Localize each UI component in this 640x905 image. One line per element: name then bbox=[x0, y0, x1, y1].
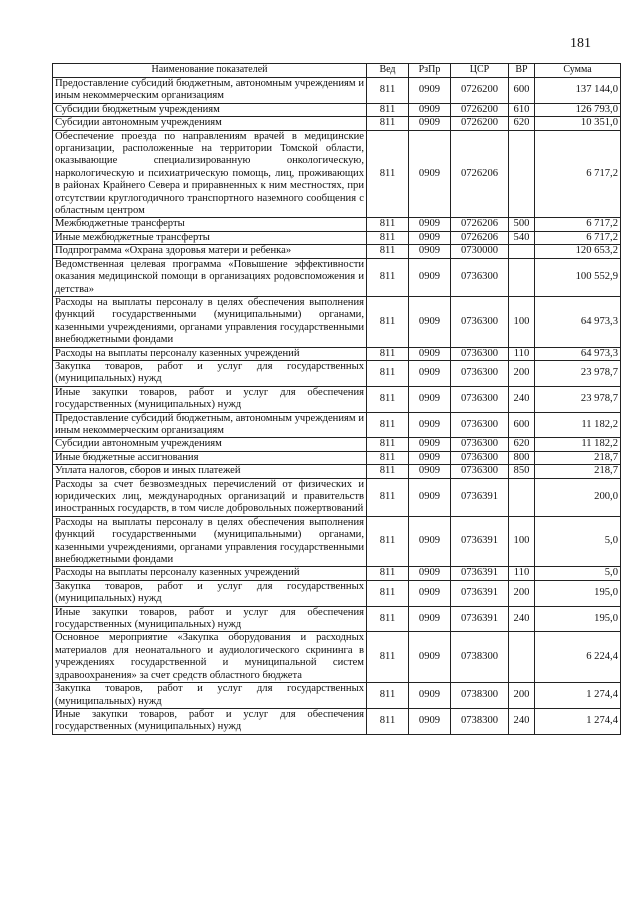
row-csr: 0736300 bbox=[451, 412, 509, 438]
table-row bbox=[53, 296, 621, 347]
row-sum: 11 182,2 bbox=[535, 438, 621, 451]
table-row bbox=[53, 231, 621, 244]
row-sum: 23 978,7 bbox=[535, 360, 621, 386]
row-vr: 620 bbox=[509, 438, 535, 451]
row-ved: 811 bbox=[367, 296, 409, 347]
table-row bbox=[53, 258, 621, 296]
table-row bbox=[53, 347, 621, 360]
row-rzpr: 0909 bbox=[409, 580, 451, 606]
row-rzpr: 0909 bbox=[409, 708, 451, 734]
row-csr: 0736391 bbox=[451, 580, 509, 606]
header-csr: ЦСР bbox=[451, 64, 509, 78]
row-vr bbox=[509, 258, 535, 296]
row-sum: 6 717,2 bbox=[535, 231, 621, 244]
page-number: 181 bbox=[570, 36, 591, 51]
row-name: Основное мероприятие «Закупка оборудования и расходных материалов для неонатального и аудиологического скрининга в учреждениях государственной и муниципальной систем здравоохранения» за счет средств областного бюджета bbox=[53, 632, 367, 683]
row-vr: 200 bbox=[509, 580, 535, 606]
row-sum: 6 717,2 bbox=[535, 130, 621, 218]
table-row bbox=[53, 451, 621, 464]
row-vr bbox=[509, 245, 535, 258]
row-name: Закупка товаров, работ и услуг для государственных (муниципальных) нужд bbox=[53, 360, 367, 386]
row-ved: 811 bbox=[367, 103, 409, 116]
row-csr: 0726200 bbox=[451, 103, 509, 116]
row-sum: 1 274,4 bbox=[535, 683, 621, 709]
row-name: Предоставление субсидий бюджетным, автономным учреждениям и иным некоммерческим организациям bbox=[53, 78, 367, 104]
row-vr: 500 bbox=[509, 218, 535, 231]
row-sum: 200,0 bbox=[535, 478, 621, 516]
row-ved: 811 bbox=[367, 245, 409, 258]
row-ved: 811 bbox=[367, 117, 409, 130]
row-ved: 811 bbox=[367, 606, 409, 632]
row-name: Иные бюджетные ассигнования bbox=[53, 451, 367, 464]
row-csr: 0736391 bbox=[451, 516, 509, 567]
header-rzpr: РзПр bbox=[409, 64, 451, 78]
row-ved: 811 bbox=[367, 632, 409, 683]
row-rzpr: 0909 bbox=[409, 103, 451, 116]
row-vr: 240 bbox=[509, 386, 535, 412]
row-rzpr: 0909 bbox=[409, 386, 451, 412]
row-vr bbox=[509, 478, 535, 516]
row-vr: 800 bbox=[509, 451, 535, 464]
row-ved: 811 bbox=[367, 478, 409, 516]
row-csr: 0736300 bbox=[451, 465, 509, 478]
row-rzpr: 0909 bbox=[409, 516, 451, 567]
row-csr: 0726206 bbox=[451, 218, 509, 231]
header-sum: Сумма bbox=[535, 64, 621, 78]
row-rzpr: 0909 bbox=[409, 258, 451, 296]
row-name: Расходы на выплаты персоналу в целях обеспечения выполнения функций государственными (муниципальными) органами, казенными учреждениями, органами управления государственными внебюджетными фондами bbox=[53, 516, 367, 567]
row-csr: 0736300 bbox=[451, 258, 509, 296]
row-csr: 0738300 bbox=[451, 683, 509, 709]
row-csr: 0726200 bbox=[451, 78, 509, 104]
row-sum: 137 144,0 bbox=[535, 78, 621, 104]
row-sum: 5,0 bbox=[535, 516, 621, 567]
row-csr: 0736300 bbox=[451, 386, 509, 412]
row-csr: 0736300 bbox=[451, 296, 509, 347]
table-row bbox=[53, 606, 621, 632]
row-name: Обеспечение проезда по направлениям врачей в медицинские организации, расположенные на территории Томской области, оказывающие специализированную онкологическую, наркологическую и психиатрическую помощь, лиц, проживающих в районах Крайнего Севера и приравненных к ним местностях, при отсутствии круглогодичного транспортного наземного сообщения с областным центром bbox=[53, 130, 367, 218]
row-ved: 811 bbox=[367, 567, 409, 580]
row-name: Иные закупки товаров, работ и услуг для обеспечения государственных (муниципальных) нужд bbox=[53, 386, 367, 412]
row-rzpr: 0909 bbox=[409, 412, 451, 438]
row-rzpr: 0909 bbox=[409, 117, 451, 130]
row-sum: 1 274,4 bbox=[535, 708, 621, 734]
row-ved: 811 bbox=[367, 130, 409, 218]
row-ved: 811 bbox=[367, 412, 409, 438]
row-sum: 64 973,3 bbox=[535, 347, 621, 360]
table-row bbox=[53, 516, 621, 567]
row-rzpr: 0909 bbox=[409, 465, 451, 478]
row-vr bbox=[509, 632, 535, 683]
row-csr: 0738300 bbox=[451, 708, 509, 734]
row-rzpr: 0909 bbox=[409, 606, 451, 632]
row-vr: 600 bbox=[509, 412, 535, 438]
row-name: Расходы на выплаты персоналу казенных учреждений bbox=[53, 347, 367, 360]
row-name: Расходы за счет безвозмездных перечислений от физических и юридических лиц, международных организаций и правительств иностранных государств, в том числе добровольных пожертвований bbox=[53, 478, 367, 516]
row-ved: 811 bbox=[367, 465, 409, 478]
table-row bbox=[53, 78, 621, 104]
row-sum: 11 182,2 bbox=[535, 412, 621, 438]
row-csr: 0736300 bbox=[451, 347, 509, 360]
row-ved: 811 bbox=[367, 218, 409, 231]
row-vr: 610 bbox=[509, 103, 535, 116]
row-name: Иные межбюджетные трансферты bbox=[53, 231, 367, 244]
row-sum: 126 793,0 bbox=[535, 103, 621, 116]
row-sum: 195,0 bbox=[535, 580, 621, 606]
row-csr: 0726206 bbox=[451, 130, 509, 218]
table-row bbox=[53, 683, 621, 709]
row-rzpr: 0909 bbox=[409, 78, 451, 104]
row-vr: 620 bbox=[509, 117, 535, 130]
row-rzpr: 0909 bbox=[409, 360, 451, 386]
table-row bbox=[53, 567, 621, 580]
row-rzpr: 0909 bbox=[409, 347, 451, 360]
row-sum: 64 973,3 bbox=[535, 296, 621, 347]
row-sum: 6 717,2 bbox=[535, 218, 621, 231]
table-row bbox=[53, 465, 621, 478]
row-ved: 811 bbox=[367, 360, 409, 386]
table-row bbox=[53, 708, 621, 734]
row-ved: 811 bbox=[367, 231, 409, 244]
table-row bbox=[53, 386, 621, 412]
row-ved: 811 bbox=[367, 580, 409, 606]
row-sum: 23 978,7 bbox=[535, 386, 621, 412]
row-rzpr: 0909 bbox=[409, 296, 451, 347]
row-ved: 811 bbox=[367, 347, 409, 360]
row-rzpr: 0909 bbox=[409, 438, 451, 451]
row-sum: 100 552,9 bbox=[535, 258, 621, 296]
row-csr: 0726206 bbox=[451, 231, 509, 244]
row-vr: 200 bbox=[509, 360, 535, 386]
row-ved: 811 bbox=[367, 708, 409, 734]
row-rzpr: 0909 bbox=[409, 130, 451, 218]
table-header-row bbox=[53, 64, 621, 78]
row-sum: 195,0 bbox=[535, 606, 621, 632]
row-name: Предоставление субсидий бюджетным, автономным учреждениям и иным некоммерческим организациям bbox=[53, 412, 367, 438]
table-row bbox=[53, 117, 621, 130]
row-vr: 100 bbox=[509, 296, 535, 347]
row-rzpr: 0909 bbox=[409, 245, 451, 258]
row-rzpr: 0909 bbox=[409, 231, 451, 244]
row-vr: 240 bbox=[509, 708, 535, 734]
table-row bbox=[53, 103, 621, 116]
row-csr: 0736391 bbox=[451, 606, 509, 632]
row-rzpr: 0909 bbox=[409, 451, 451, 464]
table-row bbox=[53, 130, 621, 218]
row-name: Иные закупки товаров, работ и услуг для обеспечения государственных (муниципальных) нужд bbox=[53, 708, 367, 734]
table-row bbox=[53, 218, 621, 231]
row-rzpr: 0909 bbox=[409, 478, 451, 516]
row-sum: 120 653,2 bbox=[535, 245, 621, 258]
row-sum: 5,0 bbox=[535, 567, 621, 580]
row-vr: 110 bbox=[509, 567, 535, 580]
row-vr: 600 bbox=[509, 78, 535, 104]
row-rzpr: 0909 bbox=[409, 567, 451, 580]
header-vr: ВР bbox=[509, 64, 535, 78]
row-rzpr: 0909 bbox=[409, 218, 451, 231]
row-ved: 811 bbox=[367, 451, 409, 464]
row-name: Субсидии автономным учреждениям bbox=[53, 117, 367, 130]
row-vr: 850 bbox=[509, 465, 535, 478]
row-csr: 0736300 bbox=[451, 438, 509, 451]
header-ved: Вед bbox=[367, 64, 409, 78]
row-csr: 0736391 bbox=[451, 478, 509, 516]
row-name: Субсидии бюджетным учреждениям bbox=[53, 103, 367, 116]
row-csr: 0726200 bbox=[451, 117, 509, 130]
row-vr: 540 bbox=[509, 231, 535, 244]
row-vr: 200 bbox=[509, 683, 535, 709]
row-rzpr: 0909 bbox=[409, 683, 451, 709]
table-row bbox=[53, 412, 621, 438]
row-csr: 0736391 bbox=[451, 567, 509, 580]
row-csr: 0736300 bbox=[451, 451, 509, 464]
row-name: Иные закупки товаров, работ и услуг для обеспечения государственных (муниципальных) нужд bbox=[53, 606, 367, 632]
row-name: Закупка товаров, работ и услуг для государственных (муниципальных) нужд bbox=[53, 580, 367, 606]
table-row bbox=[53, 245, 621, 258]
row-name: Расходы на выплаты персоналу в целях обеспечения выполнения функций государственными (муниципальными) органами, казенными учреждениями, органами управления государственными внебюджетными фондами bbox=[53, 296, 367, 347]
row-sum: 10 351,0 bbox=[535, 117, 621, 130]
row-name: Подпрограмма «Охрана здоровья матери и ребенка» bbox=[53, 245, 367, 258]
row-vr: 100 bbox=[509, 516, 535, 567]
row-name: Закупка товаров, работ и услуг для государственных (муниципальных) нужд bbox=[53, 683, 367, 709]
header-name: Наименование показателей bbox=[53, 64, 367, 78]
row-sum: 6 224,4 bbox=[535, 632, 621, 683]
table-row bbox=[53, 478, 621, 516]
row-name: Уплата налогов, сборов и иных платежей bbox=[53, 465, 367, 478]
table-row bbox=[53, 632, 621, 683]
budget-table bbox=[52, 63, 621, 735]
row-sum: 218,7 bbox=[535, 465, 621, 478]
row-ved: 811 bbox=[367, 516, 409, 567]
row-name: Субсидии автономным учреждениям bbox=[53, 438, 367, 451]
row-csr: 0736300 bbox=[451, 360, 509, 386]
row-ved: 811 bbox=[367, 78, 409, 104]
row-csr: 0738300 bbox=[451, 632, 509, 683]
row-vr: 110 bbox=[509, 347, 535, 360]
table-row bbox=[53, 438, 621, 451]
row-ved: 811 bbox=[367, 258, 409, 296]
row-name: Расходы на выплаты персоналу казенных учреждений bbox=[53, 567, 367, 580]
row-csr: 0730000 bbox=[451, 245, 509, 258]
table-row bbox=[53, 360, 621, 386]
row-name: Ведомственная целевая программа «Повышение эффективности оказания медицинской помощи в организациях родовспоможения и детства» bbox=[53, 258, 367, 296]
row-ved: 811 bbox=[367, 683, 409, 709]
row-ved: 811 bbox=[367, 386, 409, 412]
row-vr: 240 bbox=[509, 606, 535, 632]
row-rzpr: 0909 bbox=[409, 632, 451, 683]
table-row bbox=[53, 580, 621, 606]
row-ved: 811 bbox=[367, 438, 409, 451]
row-sum: 218,7 bbox=[535, 451, 621, 464]
row-name: Межбюджетные трансферты bbox=[53, 218, 367, 231]
row-vr bbox=[509, 130, 535, 218]
